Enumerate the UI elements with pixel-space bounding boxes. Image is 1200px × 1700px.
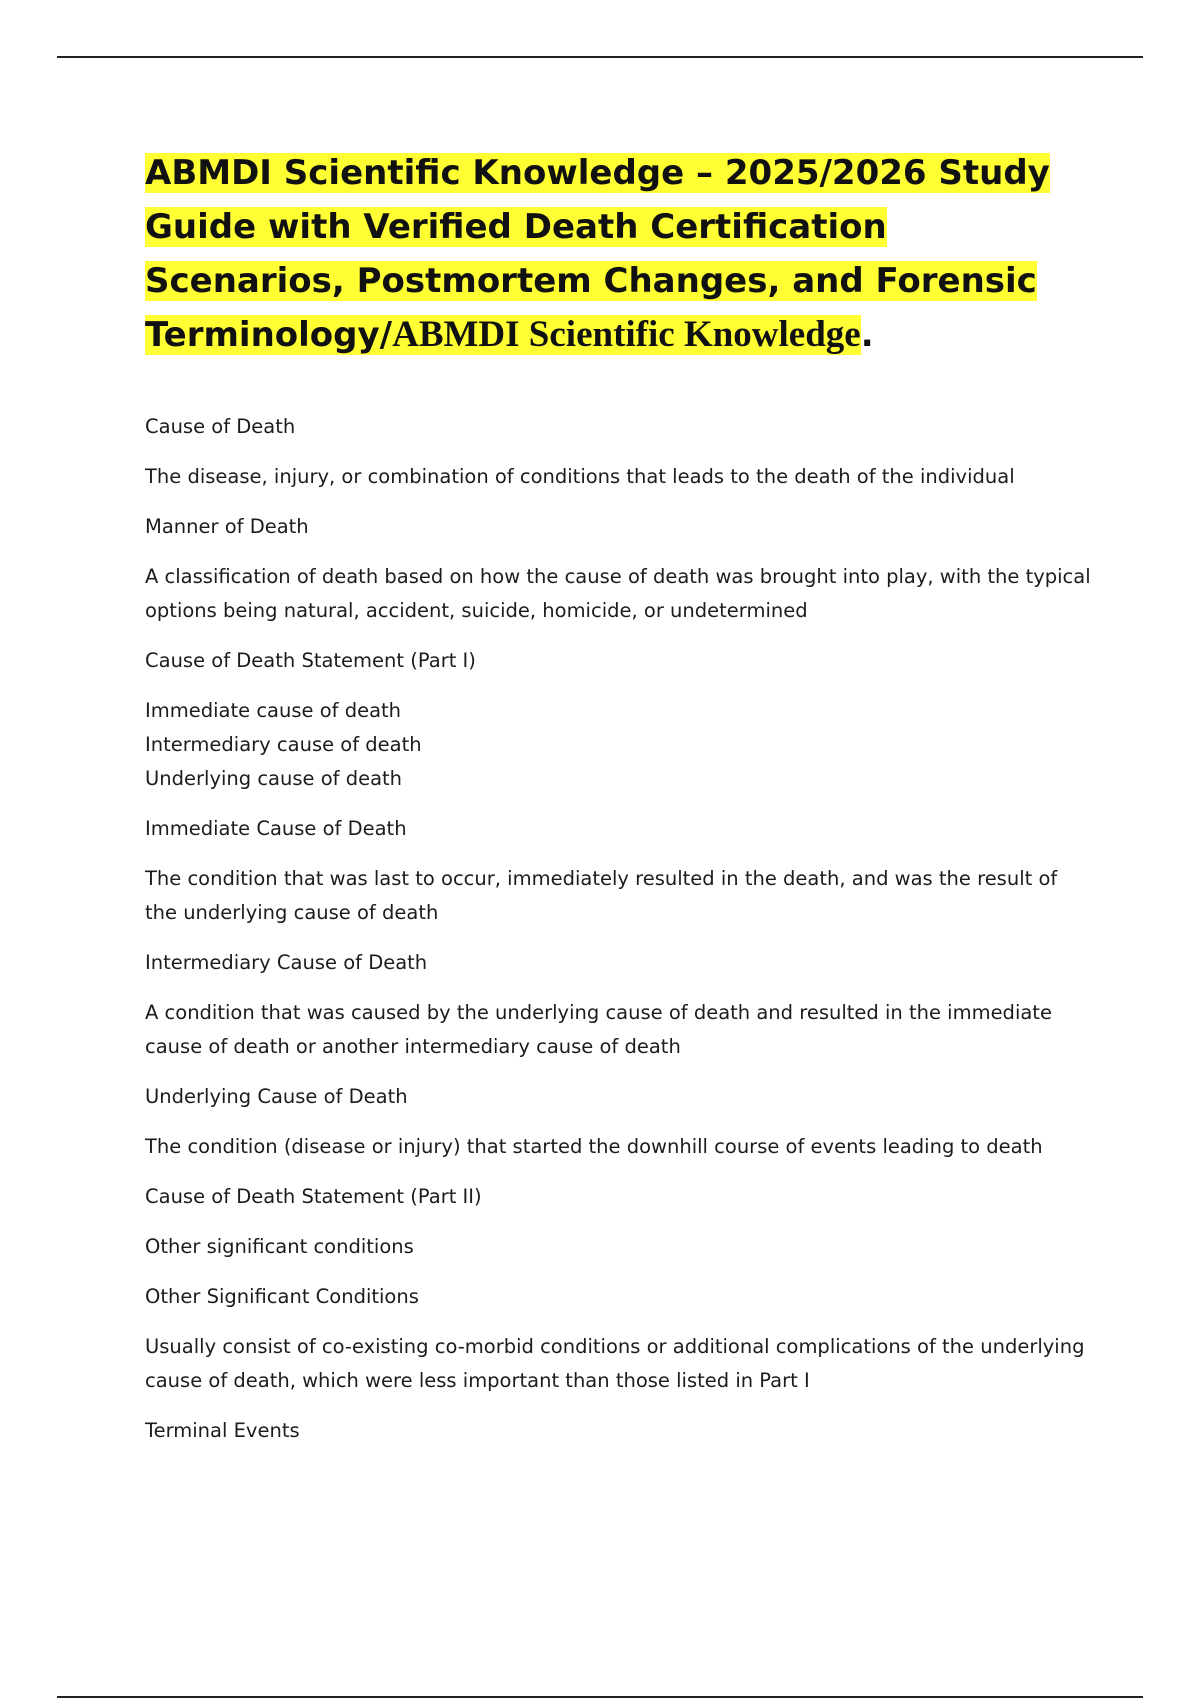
entry-list [145, 410, 1095, 1448]
title-serif-text: ABMDI Scientific Knowledge [392, 314, 861, 355]
term-manner-of-death: Manner of Death [145, 515, 309, 538]
term-cause-of-death: Cause of Death [145, 415, 296, 438]
definition-intermediary-cause: A condition that was caused by the underlying cause of death and resulted in the immediate cause of death or another intermediary cause of death [145, 1001, 1052, 1058]
title-main-text: ABMDI Scientific Knowledge – 2025/2026 Study Guide with Verified Death Certification Scenarios, Postmortem Changes, and Forensic Terminology/ [145, 153, 1050, 355]
header-rule [57, 56, 1143, 58]
list-line-immediate: Immediate cause of death [145, 699, 402, 722]
document-body [145, 146, 1095, 1464]
definition-cause-statement-part-1 [145, 694, 1095, 796]
definition-manner-of-death: A classification of death based on how the cause of death was brought into play, with the typical options being natural, accident, suicide, homicide, or undetermined [145, 565, 1091, 622]
definition-immediate-cause: The condition that was last to occur, immediately resulted in the death, and was the result of the underlying cause of death [145, 867, 1058, 924]
list-line-underlying: Underlying cause of death [145, 767, 403, 790]
document-title [145, 146, 1095, 362]
title-period: . [860, 315, 874, 355]
term-underlying-cause: Underlying Cause of Death [145, 1085, 408, 1108]
term-intermediary-cause: Intermediary Cause of Death [145, 951, 428, 974]
term-cause-statement-part-2: Cause of Death Statement (Part II) [145, 1185, 482, 1208]
footer-rule [57, 1696, 1143, 1698]
term-terminal-events: Terminal Events [145, 1419, 300, 1442]
term-other-significant-conditions: Other Significant Conditions [145, 1285, 419, 1308]
term-cause-statement-part-1: Cause of Death Statement (Part I) [145, 649, 476, 672]
list-line-intermediary: Intermediary cause of death [145, 733, 422, 756]
definition-cause-statement-part-2: Other significant conditions [145, 1235, 414, 1258]
term-immediate-cause: Immediate Cause of Death [145, 817, 407, 840]
definition-cause-of-death: The disease, injury, or combination of conditions that leads to the death of the individual [145, 465, 1015, 488]
definition-underlying-cause: The condition (disease or injury) that started the downhill course of events leading to death [145, 1135, 1043, 1158]
title-highlight [145, 153, 1050, 355]
definition-other-significant-conditions: Usually consist of co-existing co-morbid conditions or additional complications of the underlying cause of death, which were less important than those listed in Part I [145, 1335, 1085, 1392]
